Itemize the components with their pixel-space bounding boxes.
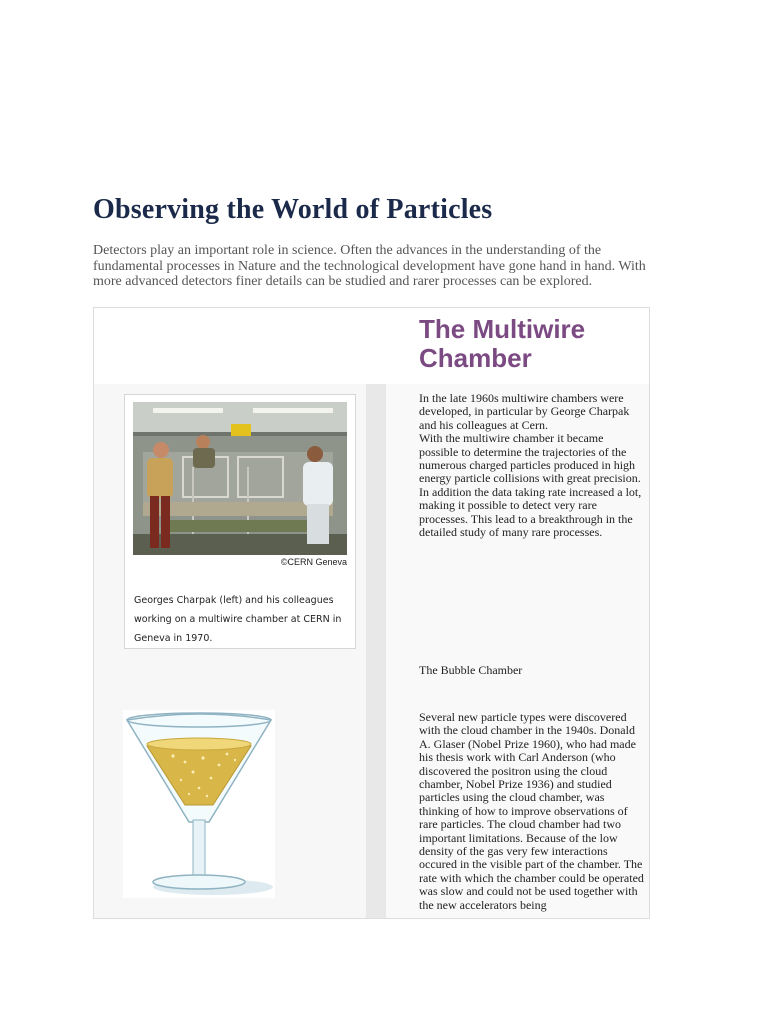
bubble-heading: The Bubble Chamber xyxy=(419,663,523,677)
article-frame xyxy=(93,307,650,919)
charpak-lab-photo xyxy=(133,402,347,556)
lab-photo-illustration xyxy=(133,402,347,556)
column-gutter xyxy=(366,384,386,918)
multiwire-heading: The Multiwire Chamber xyxy=(419,314,586,373)
multiwire-text: In the late 1960s multiwire chambers were developed, in particular by George Charpak and his colleagues at Cern. With the multiwire chamber it became possible to determine the trajectories of the numerous charged particles produced in high energy particle collisions with great precision. In addition the data taking rate increased a lot, making it possible to detect very rare processes. This lead to a breakthrough in the detailed study of many rare processes. xyxy=(419,391,642,540)
bubble-text: Several new particle types were discovered with the cloud chamber in the 1940s. Donald A. Glaser (Nobel Prize 1960), who had made his thesis work with Carl Anderson (who discovered the positron using the cloud chamber, Nobel Prize 1936) and studied particles using the cloud chamber, was thinking of how to improve observations of rare particles. The cloud chamber had two important limitations. Because of the low density of the gas very few interactions occured in the visible part of the chamber. The rate with which the chamber could be operated was slow and could not be used together with the new accelerators being xyxy=(419,710,644,912)
photo-credit: ©CERN Geneva xyxy=(133,555,347,569)
intro-paragraph: Detectors play an important role in science. Often the advances in the understanding of the fundamental processes in Nature and the technological development have gone hand in hand. With more advanced detectors finer details can be studied and rarer processes can be explored. xyxy=(93,243,646,289)
martini-glass-icon xyxy=(123,710,275,898)
photo-caption: Georges Charpak (left) and his colleagues working on a multiwire chamber at CERN in Geneva in 1970. xyxy=(134,595,342,644)
page-title: Observing the World of Particles xyxy=(93,194,493,225)
photo-card xyxy=(124,394,356,649)
